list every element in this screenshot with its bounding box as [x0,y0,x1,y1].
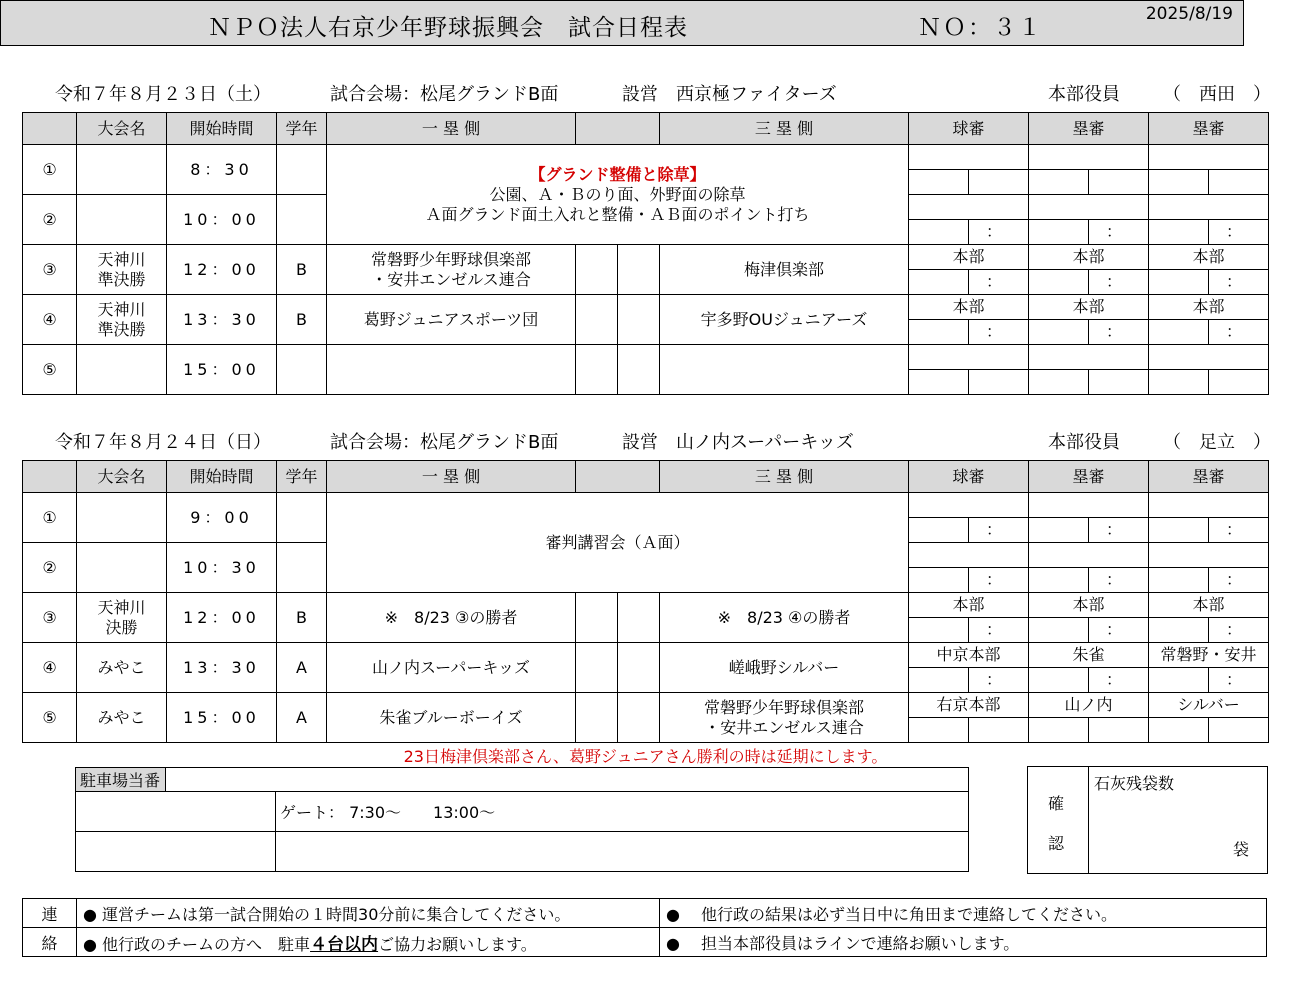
bag-unit: 袋 [1232,840,1249,859]
base-umpire: 本部 [1149,245,1269,270]
third-base-team: 梅津倶楽部 [660,245,909,295]
check-label-nin: 認 [1048,834,1065,853]
base-umpire: 本部 [1029,295,1149,320]
first-base-team: 朱雀ブルーボーイズ [327,693,576,743]
tournament-name: みやこ [77,693,167,743]
game-number: ③ [23,593,77,643]
third-base-team: 嵯峨野シルバー [660,643,909,693]
document-number: ＮＯ：３１ [918,15,1043,41]
base-umpire: 山ノ内 [1029,693,1149,718]
header-base-umpire: 塁審 [1149,113,1269,145]
first-base-team [327,593,576,643]
day1-officer-label: 本部役員 [1048,84,1120,105]
grade: A [277,693,327,743]
maintenance-line: Ａ面グランド面土入れと整備・ＡＢ面のポイント打ち [425,204,810,224]
game-number: ② [23,543,77,593]
tournament-name: みやこ [77,643,167,693]
day2-officer-label: 本部役員 [1048,432,1120,453]
table-header [23,461,1269,493]
lime-bag-label: 石灰残袋数 [1094,774,1175,793]
table-row [23,593,1269,618]
table-row [23,295,1269,320]
grade: B [277,245,327,295]
maintenance-title: 【グランド整備と除草】 [529,164,706,184]
postponement-notice: 23日梅津倶楽部さん、葛野ジュニアさん勝利の時は延期にします。 [403,747,888,766]
base-umpire: 本部 [1149,593,1269,618]
note-item: ● 他行政のチームの方へ 駐車４台以内ご協力お願いします。 [77,928,660,957]
header-base-umpire: 塁審 [1149,461,1269,493]
game-number: ① [23,493,77,543]
title-bar [0,0,1244,46]
game-number: ② [23,195,77,245]
base-umpire: 常磐野・安井 [1149,643,1269,668]
parking-duty-label: 駐車場当番 [76,768,166,792]
header-plate-umpire: 球審 [909,461,1029,493]
contact-label: 連 [23,899,77,928]
plate-umpire: 本部 [909,295,1029,320]
base-umpire: 本部 [1029,245,1149,270]
day2-setup-team: 設営 山ノ内スーパーキッズ [622,432,854,453]
check-label-kaku: 確 [1048,794,1065,813]
plate-umpire: 右京本部 [909,693,1029,718]
note-item: ● 他行政の結果は必ず当日中に角田まで連絡してください。 [660,899,1267,928]
game-number: ⑤ [23,345,77,395]
header-grade: 学年 [277,461,327,493]
third-base-team [660,593,909,643]
day1-venue: 試合会場：松尾グランドB面 [330,84,559,105]
note-item: ● 担当本部役員はラインで連絡お願いします。 [660,928,1267,957]
third-base-team: 常磐野少年野球倶楽部 ・安井エンゼルス連合 [660,693,909,743]
grade: B [277,593,327,643]
plate-umpire: 本部 [909,245,1029,270]
day2-venue: 試合会場：松尾グランドB面 [330,432,559,453]
grade: B [277,295,327,345]
base-umpire: 本部 [1029,593,1149,618]
base-umpire: シルバー [1149,693,1269,718]
start-time: 15：00 [167,345,277,395]
day1-officer-name: （ 西田 ） [1163,84,1271,105]
grade: A [277,643,327,693]
gate-times: ゲート： 7:30～ 13:00～ [276,792,969,832]
start-time: 13：30 [167,295,277,345]
start-time: 10：30 [167,543,277,593]
table-row [23,493,1269,518]
day2-schedule-table: 大会名 開始時間 学年 一 塁 側 三 塁 側 球審 塁審 塁審 ① 9：00 審判講習会（Ａ面） ： ： ： ② 10：30 ： ： ： ③ 天神川 決勝 12：00 B ※ 8/23 ③の勝者 ※ 8/23 ④の勝者 本部 本部 本部 ： ： ： ④ みやこ 13：30 A 山ノ内スーパーキッズ 嵯峨野シルバー 中京本部 朱雀 常磐野・安井 ： ： ： ⑤ みやこ 15：00 A 朱雀ブルーボーイズ 常磐野少年野球倶楽部 ・安井エンゼルス連合 右京本部 山ノ内 シルバー [22,460,1269,743]
start-time: 12：00 [167,245,277,295]
day1-date: 令和７年８月２３日（土） [55,84,271,105]
game-number: ① [23,145,77,195]
header-base-umpire: 塁審 [1029,461,1149,493]
tournament-name: 天神川 準決勝 [77,245,167,295]
parking-duty-table [75,767,969,872]
first-base-team: 葛野ジュニアスポーツ団 [327,295,576,345]
day2-officer-name: （ 足立 ） [1163,432,1271,453]
day2-date: 令和７年８月２４日（日） [55,432,271,453]
parking-limit: ４台以内 [310,934,379,955]
maintenance-line: 公園、Ａ・Ｂのり面、外野面の除草 [489,184,746,204]
start-time: 13：30 [167,643,277,693]
first-base-team: 常磐野少年野球倶楽部 ・安井エンゼルス連合 [327,245,576,295]
print-date: 2025/8/19 [1145,4,1233,24]
third-base-team: 宇多野OUジュニアーズ [660,295,909,345]
header-grade: 学年 [277,113,327,145]
plate-umpire: 本部 [909,593,1029,618]
start-time: 12：00 [167,593,277,643]
game-winner-ref: ※ 8/23 ③の勝者 [384,607,518,627]
start-time: 10：00 [167,195,277,245]
header-third-base: 三 塁 側 [660,113,909,145]
start-time: 8：30 [167,145,277,195]
start-time: 15：00 [167,693,277,743]
lime-bag-check-box [1027,766,1268,874]
table-row [23,145,1269,170]
game-winner-ref: ※ 8/23 ④の勝者 [717,607,851,627]
day1-schedule-table: 大会名 開始時間 学年 一 塁 側 三 塁 側 球審 塁審 塁審 ① 8：30 【グランド整備と除草】 公園、Ａ・Ｂのり面、外野面の除草 Ａ面グランド面土入れと整備・ＡＢ面のポイント打ち ② 10：00 ： ： ： ③ 天神川 準決勝 12：00 B 常磐野少年野球倶楽部 ・安井エンゼルス連合 梅津倶楽部 本部 本部 本部 ： ： ： ④ 天神川 準決勝 13：30 B 葛野ジュニアスポーツ団 宇多野OUジュニアーズ 本部 本部 本部 ： ： ： ⑤ 15：00 [22,112,1269,395]
game-number: ③ [23,245,77,295]
header-first-base: 一 塁 側 [327,113,576,145]
header-plate-umpire: 球審 [909,113,1029,145]
game-number: ④ [23,295,77,345]
table-row [23,643,1269,668]
day1-setup-team: 設営 西京極ファイターズ [622,84,837,105]
table-header [23,113,1269,145]
tournament-name: 天神川 決勝 [77,593,167,643]
header-start-time: 開始時間 [167,461,277,493]
table-row [23,345,1269,370]
umpire-lecture-note: 審判講習会（Ａ面） [327,493,909,593]
page-title: ＮＰＯ法人右京少年野球振興会 試合日程表 [208,15,688,41]
contact-notes-table [22,898,1267,957]
plate-umpire: 中京本部 [909,643,1029,668]
header-first-base: 一 塁 側 [327,461,576,493]
base-umpire: 本部 [1149,295,1269,320]
tournament-name: 天神川 準決勝 [77,295,167,345]
header-base-umpire: 塁審 [1029,113,1149,145]
game-number: ④ [23,643,77,693]
header-tournament: 大会名 [77,113,167,145]
ground-maintenance-note [327,145,909,245]
table-row [23,245,1269,270]
start-time: 9：00 [167,493,277,543]
base-umpire: 朱雀 [1029,643,1149,668]
note-item: ● 運営チームは第一試合開始の１時間30分前に集合してください。 [77,899,660,928]
game-number: ⑤ [23,693,77,743]
header-tournament: 大会名 [77,461,167,493]
first-base-team: 山ノ内スーパーキッズ [327,643,576,693]
contact-label: 絡 [23,928,77,957]
header-third-base: 三 塁 側 [660,461,909,493]
header-start-time: 開始時間 [167,113,277,145]
table-row [23,693,1269,718]
